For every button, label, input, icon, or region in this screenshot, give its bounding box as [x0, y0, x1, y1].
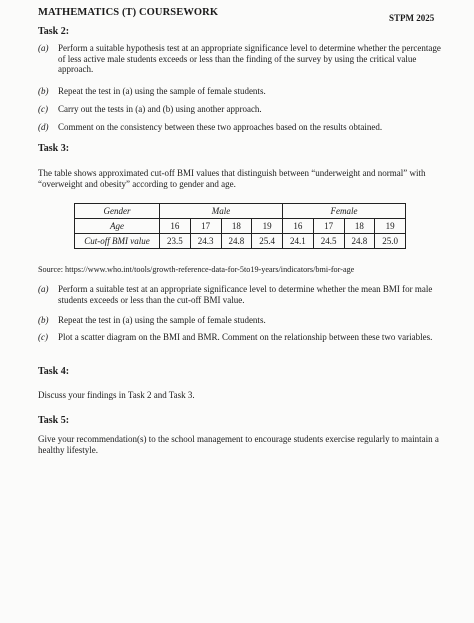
age-cell: 18	[221, 219, 252, 234]
bmi-cell: 24.5	[313, 234, 344, 249]
item-text: Carry out the tests in (a) and (b) using another approach.	[58, 104, 262, 114]
item-text: Plot a scatter diagram on the BMI and BMR. Comment on the relationship between these two variables.	[58, 332, 433, 342]
item-text: Comment on the consistency between these two approaches based on the results obtained.	[58, 122, 383, 132]
bmi-cell: 24.1	[283, 234, 314, 249]
task2-item-d	[38, 122, 442, 133]
table-row	[75, 204, 406, 219]
item-label: (b)	[38, 86, 49, 96]
task5-heading: Task 5:	[38, 415, 70, 426]
bmi-header: Cut-off BMI value	[75, 234, 160, 249]
document-title: MATHEMATICS (T) COURSEWORK	[38, 7, 219, 18]
task2-item-b	[38, 86, 442, 97]
age-cell: 19	[375, 219, 406, 234]
item-text: Repeat the test in (a) using the sample of female students.	[58, 315, 266, 325]
bmi-cell: 23.5	[160, 234, 191, 249]
task3-item-b	[38, 315, 442, 326]
item-label: (c)	[38, 104, 48, 114]
task4-heading: Task 4:	[38, 366, 70, 377]
item-text: Perform a suitable test at an appropriate significance level to determine whether the mean BMI for male students exceeds or less than the cut-off BMI value.	[58, 284, 433, 305]
bmi-cell: 25.4	[252, 234, 283, 249]
age-cell: 19	[252, 219, 283, 234]
bmi-cell: 24.8	[221, 234, 252, 249]
bmi-cell: 24.3	[190, 234, 221, 249]
item-label: (a)	[38, 284, 49, 294]
task2-item-c	[38, 104, 442, 115]
task3-source: Source: https://www.who.int/tools/growth-reference-data-for-5to19-years/indicators/bmi-for-age	[38, 265, 355, 274]
task3-intro: The table shows approximated cut-off BMI values that distinguish between “underweight and normal” with “overweight and obesity” according to gender and age.	[38, 168, 426, 189]
age-cell: 18	[344, 219, 375, 234]
task4-text: Discuss your findings in Task 2 and Task 3.	[38, 390, 195, 400]
task3-heading: Task 3:	[38, 143, 70, 154]
task3-item-a	[38, 284, 442, 305]
table-row	[75, 234, 406, 249]
male-header: Male	[160, 204, 283, 219]
table-row	[75, 219, 406, 234]
bmi-table	[74, 203, 406, 249]
task2-item-a	[38, 43, 442, 75]
bmi-cell: 25.0	[375, 234, 406, 249]
age-header: Age	[75, 219, 160, 234]
female-header: Female	[283, 204, 406, 219]
task2-heading: Task 2:	[38, 26, 70, 37]
bmi-cell: 24.8	[344, 234, 375, 249]
task3-item-c	[38, 332, 442, 343]
document-code: STPM 2025	[389, 13, 435, 23]
item-label: (d)	[38, 122, 49, 132]
item-label: (b)	[38, 315, 49, 325]
item-text: Repeat the test in (a) using the sample of female students.	[58, 86, 266, 96]
age-cell: 17	[313, 219, 344, 234]
task5-text: Give your recommendation(s) to the school management to encourage students exercise regularly to maintain a healthy lifestyle.	[38, 434, 439, 455]
age-cell: 16	[283, 219, 314, 234]
age-cell: 17	[190, 219, 221, 234]
item-text: Perform a suitable hypothesis test at an appropriate significance level to determine whether the percentage of less active male students exceeds or less than the finding of the survey by using the critical value approach.	[58, 43, 441, 74]
item-label: (a)	[38, 43, 49, 53]
age-cell: 16	[160, 219, 191, 234]
item-label: (c)	[38, 332, 48, 342]
gender-header: Gender	[75, 204, 160, 219]
